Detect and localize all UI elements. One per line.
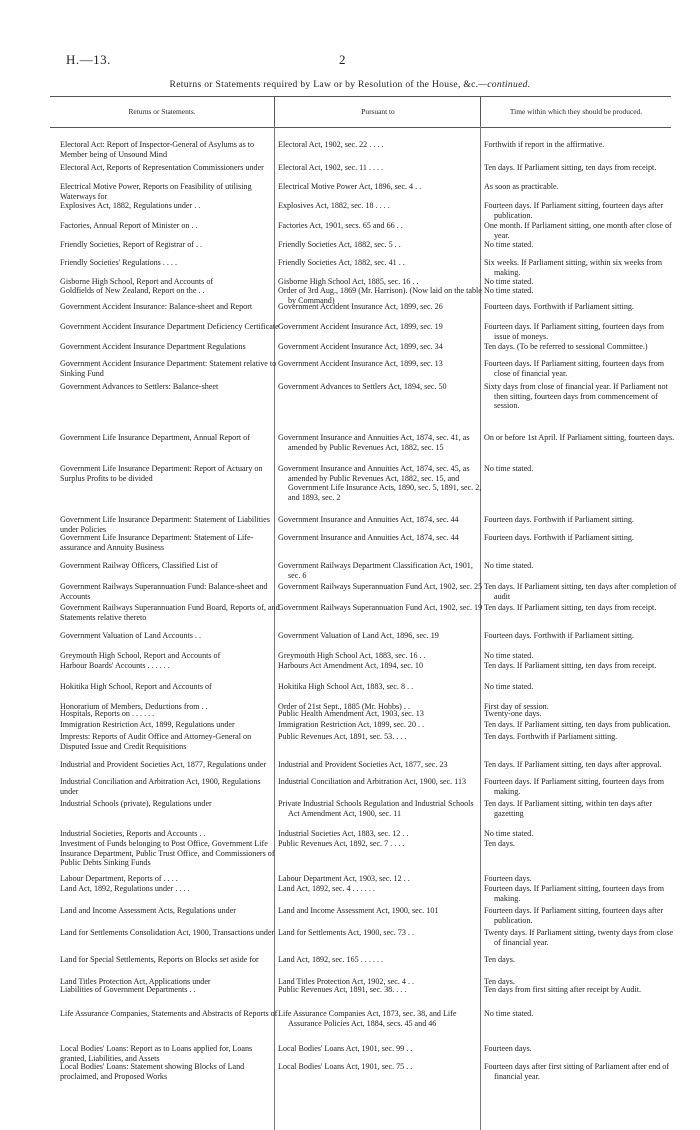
cell-pursuant: Labour Department Act, 1903, sec. 12 . . bbox=[278, 874, 410, 883]
cell-pursuant: Government Insurance and Annuities Act, 1874, sec. 41, as amended by Public Revenues Act, 1882, sec. 15 bbox=[278, 433, 470, 452]
cell-pursuant: Land and Income Assessment Act, 1900, sec. 101 bbox=[278, 906, 439, 915]
cell-time: Fourteen days. bbox=[484, 874, 532, 883]
page-header bbox=[0, 52, 700, 72]
cell-time: First day of session. bbox=[484, 702, 549, 711]
cell-time: No time stated. bbox=[484, 651, 534, 660]
cell-return: Industrial Conciliation and Arbitration Act, 1900, Regulations under bbox=[60, 777, 261, 796]
cell-pursuant: Government Accident Insurance Act, 1899, sec. 34 bbox=[278, 342, 443, 351]
cell-return: Government Accident Insurance Department Regulations bbox=[60, 342, 246, 351]
cell-time: Ten days from first sitting after receipt by Audit. bbox=[484, 985, 641, 994]
cell-return: Government Railway Officers, Classified List of bbox=[60, 561, 218, 570]
cell-pursuant: Explosives Act, 1882, sec. 18 . . . . bbox=[278, 201, 390, 210]
cell-return: Friendly Societies, Report of Registrar of . . bbox=[60, 240, 203, 249]
cell-return: Friendly Societies' Regulations . . . . bbox=[60, 258, 178, 267]
cell-return: Government Accident Insurance Department Deficiency Certificate bbox=[60, 322, 279, 331]
cell-return: Government Life Insurance Department: Report of Actuary on Surplus Profits to be divided bbox=[60, 464, 263, 483]
cell-time: Ten days. bbox=[484, 955, 515, 964]
cell-time: No time stated. bbox=[484, 682, 534, 691]
cell-pursuant: Local Bodies' Loans Act, 1901, sec. 75 . . bbox=[278, 1062, 413, 1071]
cell-pursuant: Government Advances to Settlers Act, 1894, sec. 50 bbox=[278, 382, 447, 391]
cell-pursuant: Government Insurance and Annuities Act, 1874, sec. 44 bbox=[278, 533, 459, 542]
cell-return: Labour Department, Reports of . . . . bbox=[60, 874, 178, 883]
cell-return: Land Act, 1892, Regulations under . . . . bbox=[60, 884, 190, 893]
cell-return: Government Life Insurance Department: Statement of Life-assurance and Annuity Business bbox=[60, 533, 254, 552]
cell-time: Fourteen days. bbox=[484, 1044, 532, 1053]
cell-return: Factories, Annual Report of Minister on . . bbox=[60, 221, 198, 230]
cell-time: No time stated. bbox=[484, 464, 534, 473]
cell-time: No time stated. bbox=[484, 829, 534, 838]
column-header-pursuant: Pursuant to bbox=[274, 96, 481, 128]
cell-time: Fourteen days. If Parliament sitting, fourteen days from issue of moneys. bbox=[484, 322, 665, 341]
cell-pursuant: Government Accident Insurance Act, 1899, sec. 26 bbox=[278, 302, 443, 311]
cell-time: Ten days. (To be referred to sessional Committee.) bbox=[484, 342, 648, 351]
cell-pursuant: Public Revenues Act, 1891, sec. 38. . . . bbox=[278, 985, 407, 994]
cell-time: Ten days. If Parliament sitting, ten days from receipt. bbox=[484, 163, 657, 172]
cell-return: Hokitika High School, Report and Accounts of bbox=[60, 682, 212, 691]
cell-pursuant: Electrical Motive Power Act, 1896, sec. 4 . . bbox=[278, 182, 422, 191]
cell-pursuant: Public Revenues Act, 1891, sec. 53. . . . bbox=[278, 732, 407, 741]
cell-time: Fourteen days. Forthwith if Parliament sitting. bbox=[484, 631, 634, 640]
cell-time: Fourteen days. If Parliament sitting, fourteen days from close of financial year. bbox=[484, 359, 665, 378]
cell-return: Honorarium of Members, Deductions from . . bbox=[60, 702, 208, 711]
cell-time: Twenty-one days. bbox=[484, 709, 542, 718]
cell-time: Twenty days. If Parliament sitting, twenty days from close of financial year. bbox=[484, 928, 674, 947]
page-number: 2 bbox=[339, 52, 346, 67]
cell-pursuant: Government Accident Insurance Act, 1899, sec. 19 bbox=[278, 322, 443, 331]
title-continued: —continued. bbox=[478, 79, 531, 90]
cell-pursuant: Government Railways Superannuation Fund Act, 1902, sec. 19 bbox=[278, 603, 483, 612]
returns-table bbox=[50, 96, 677, 1130]
cell-return: Local Bodies' Loans: Report as to Loans applied for, Loans granted, Liabilities, and Assets bbox=[60, 1044, 253, 1063]
cell-return: Industrial Schools (private), Regulations under bbox=[60, 799, 212, 808]
cell-time: Ten days. If Parliament sitting, ten days after completion of audit bbox=[484, 582, 677, 601]
column-header-time: Time within which they should be produced. bbox=[480, 96, 671, 128]
cell-pursuant: Government Railways Department Classification Act, 1901, sec. 6 bbox=[278, 561, 473, 580]
cell-return: Harbour Boards' Accounts . . . . . . bbox=[60, 661, 170, 670]
cell-time: As soon as practicable. bbox=[484, 182, 559, 191]
cell-time: Fourteen days. If Parliament sitting, fourteen days after publication. bbox=[484, 906, 664, 925]
cell-return: Land for Settlements Consolidation Act, 1900, Transactions under bbox=[60, 928, 275, 937]
cell-time: Fourteen days. Forthwith if Parliament sitting. bbox=[484, 302, 634, 311]
cell-pursuant: Public Health Amendment Act, 1903, sec. 13 bbox=[278, 709, 424, 718]
cell-pursuant: Land Act, 1892, sec. 165 . . . . . . bbox=[278, 955, 383, 964]
cell-time: Ten days. Forthwith if Parliament sitting. bbox=[484, 732, 618, 741]
cell-return: Immigration Restriction Act, 1899, Regulations under bbox=[60, 720, 235, 729]
cell-return: Government Life Insurance Department, Annual Report of bbox=[60, 433, 250, 442]
cell-pursuant: Electoral Act, 1902, sec. 11 . . . . bbox=[278, 163, 384, 172]
cell-pursuant: Local Bodies' Loans Act, 1901, sec. 99 . . bbox=[278, 1044, 413, 1053]
page-title bbox=[0, 79, 700, 90]
cell-return: Industrial Societies, Reports and Accounts . . bbox=[60, 829, 206, 838]
cell-return: Investment of Funds belonging to Post Office, Government Life Insurance Department, Public Trust Office, and Commissioners of Public Debts Sinking Funds bbox=[60, 839, 275, 868]
cell-time: Ten days. If Parliament sitting, ten days from receipt. bbox=[484, 603, 657, 612]
cell-return: Liabilities of Government Departments . . bbox=[60, 985, 196, 994]
cell-return: Electoral Act: Report of Inspector-General of Asylums as to Member being of Unsound Mind bbox=[60, 140, 255, 159]
cell-return: Government Advances to Settlers: Balance-sheet bbox=[60, 382, 219, 391]
cell-return: Industrial and Provident Societies Act, 1877, Regulations under bbox=[60, 760, 267, 769]
cell-time: On or before 1st April. If Parliament sitting, fourteen days. bbox=[484, 433, 675, 442]
cell-pursuant: Hokitika High School Act, 1883, sec. 8 . . bbox=[278, 682, 414, 691]
cell-time: Fourteen days. Forthwith if Parliament sitting. bbox=[484, 515, 634, 524]
cell-pursuant: Friendly Societies Act, 1882, sec. 41 . . bbox=[278, 258, 405, 267]
cell-pursuant: Land Titles Protection Act, 1902, sec. 4 . . bbox=[278, 977, 415, 986]
cell-pursuant: Order of 21st Sept., 1885 (Mr. Hobbs) . . bbox=[278, 702, 410, 711]
cell-return: Imprests: Reports of Audit Office and Attorney-General on Disputed Issue and Credit Requisitions bbox=[60, 732, 252, 751]
cell-time: Ten days. If Parliament sitting, ten days from receipt. bbox=[484, 661, 657, 670]
cell-return: Government Accident Insurance Department: Statement relative to Sinking Fund bbox=[60, 359, 277, 378]
cell-pursuant: Electoral Act, 1902, sec. 22 . . . . bbox=[278, 140, 384, 149]
cell-pursuant: Industrial and Provident Societies Act, 1877, sec. 23 bbox=[278, 760, 448, 769]
cell-pursuant: Life Assurance Companies Act, 1873, sec. 38, and Life Assurance Policies Act, 1884, secs. 45 and 46 bbox=[278, 1009, 457, 1028]
cell-return: Government Valuation of Land Accounts . . bbox=[60, 631, 202, 640]
cell-pursuant: Factories Act, 1901, secs. 65 and 66 . . bbox=[278, 221, 403, 230]
cell-time: No time stated. bbox=[484, 240, 534, 249]
cell-time: Six weeks. If Parliament sitting, within six weeks from making. bbox=[484, 258, 663, 277]
cell-pursuant: Land Act, 1892, sec. 4 . . . . . . bbox=[278, 884, 375, 893]
cell-pursuant: Gisborne High School Act, 1885, sec. 16 . . bbox=[278, 277, 419, 286]
cell-return: Life Assurance Companies, Statements and Abstracts of Reports of bbox=[60, 1009, 278, 1018]
cell-return: Land for Special Settlements, Reports on Blocks set aside for bbox=[60, 955, 259, 964]
cell-time: Fourteen days after first sitting of Parliament after end of financial year. bbox=[484, 1062, 669, 1081]
cell-return: Electrical Motive Power, Reports on Feasibility of utilising Waterways for bbox=[60, 182, 252, 201]
cell-return: Government Accident Insurance: Balance-sheet and Report bbox=[60, 302, 253, 311]
cell-time: Ten days. If Parliament sitting, ten days after approval. bbox=[484, 760, 662, 769]
cell-pursuant: Greymouth High School Act, 1883, sec. 16 . . bbox=[278, 651, 426, 660]
cell-pursuant: Government Valuation of Land Act, 1896, sec. 19 bbox=[278, 631, 439, 640]
column-header-returns: Returns or Statements. bbox=[50, 96, 274, 128]
cell-time: Ten days. If Parliament sitting, ten days from publication. bbox=[484, 720, 671, 729]
cell-time: Fourteen days. If Parliament sitting, fourteen days from making. bbox=[484, 884, 665, 903]
cell-time: Sixty days from close of financial year. If Parliament not then sitting, fourteen days from commencement of session. bbox=[484, 382, 668, 411]
cell-pursuant: Government Accident Insurance Act, 1899, sec. 13 bbox=[278, 359, 443, 368]
cell-return: Government Railways Superannuation Fund: Balance-sheet and Accounts bbox=[60, 582, 268, 601]
document-reference: H.—13. bbox=[66, 52, 111, 67]
cell-pursuant: Government Insurance and Annuities Act, 1874, sec. 44 bbox=[278, 515, 459, 524]
cell-time: No time stated. bbox=[484, 561, 534, 570]
cell-return: Electoral Act, Reports of Representation Commissioners under bbox=[60, 163, 264, 172]
cell-return: Goldfields of New Zealand, Report on the . . bbox=[60, 286, 205, 295]
cell-pursuant: Friendly Societies Act, 1882, sec. 5 . . bbox=[278, 240, 401, 249]
cell-time: No time stated. bbox=[484, 286, 534, 295]
cell-time: Ten days. bbox=[484, 839, 515, 848]
cell-pursuant: Government Insurance and Annuities Act, 1874, sec. 45, as amended by Public Revenues Act, 1882, sec. 15, and Government Life Insurance Acts, 1890, sec. 5, 1891, sec. 2, and 1893, sec. 2 bbox=[278, 464, 482, 502]
cell-return: Hospitals, Reports on . . . . . . bbox=[60, 709, 155, 718]
cell-time: Ten days. If Parliament sitting, within ten days after gazetting bbox=[484, 799, 653, 818]
cell-return: Land and Income Assessment Acts, Regulations under bbox=[60, 906, 237, 915]
cell-time: No time stated. bbox=[484, 1009, 534, 1018]
cell-time: No time stated. bbox=[484, 277, 534, 286]
cell-pursuant: Government Railways Superannuation Fund Act, 1902, sec. 25 bbox=[278, 582, 483, 591]
cell-time: Fourteen days. If Parliament sitting, fourteen days from making. bbox=[484, 777, 665, 796]
cell-time: Fourteen days. If Parliament sitting, fourteen days after publication. bbox=[484, 201, 664, 220]
cell-return: Government Railways Superannuation Fund Board, Reports of, and Statements relative thereto bbox=[60, 603, 280, 622]
cell-return: Land Titles Protection Act, Applications under bbox=[60, 977, 211, 986]
cell-pursuant: Public Revenues Act, 1892, sec. 7 . . . . bbox=[278, 839, 405, 848]
title-main: Returns or Statements required by Law or by Resolution of the House, &c. bbox=[169, 79, 479, 90]
cell-time: Ten days. bbox=[484, 977, 515, 986]
cell-time: Forthwith if report in the affirmative. bbox=[484, 140, 605, 149]
cell-pursuant: Harbours Act Amendment Act, 1894, sec. 10 bbox=[278, 661, 423, 670]
cell-return: Gisborne High School, Report and Accounts of bbox=[60, 277, 214, 286]
cell-pursuant: Industrial Conciliation and Arbitration Act, 1900, sec. 113 bbox=[278, 777, 467, 786]
cell-pursuant: Order of 3rd Aug., 1869 (Mr. Harrison). (Now laid on the table by Command) bbox=[278, 286, 482, 305]
cell-return: Explosives Act, 1882, Regulations under . . bbox=[60, 201, 201, 210]
cell-pursuant: Land for Settlements Act, 1900, sec. 73 . . bbox=[278, 928, 414, 937]
cell-pursuant: Industrial Societies Act, 1883, sec. 12 . . bbox=[278, 829, 409, 838]
cell-time: One month. If Parliament sitting, one month after close of year. bbox=[484, 221, 672, 240]
cell-return: Local Bodies' Loans: Statement showing Blocks of Land proclaimed, and Proposed Works bbox=[60, 1062, 245, 1081]
cell-return: Greymouth High School, Report and Accounts of bbox=[60, 651, 221, 660]
cell-pursuant: Immigration Restriction Act, 1899, sec. 20 . . bbox=[278, 720, 425, 729]
cell-pursuant: Private Industrial Schools Regulation and Industrial Schools Act Amendment Act, 1900, sec. 11 bbox=[278, 799, 474, 818]
cell-time: Fourteen days. Forthwith if Parliament sitting. bbox=[484, 533, 634, 542]
cell-return: Government Life Insurance Department: Statement of Liabilities under Policies bbox=[60, 515, 270, 534]
